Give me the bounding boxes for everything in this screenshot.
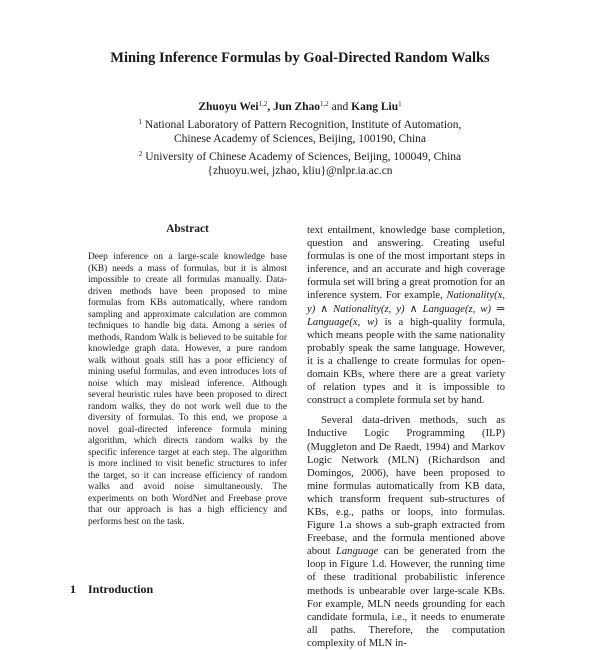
body-paragraph: text entailment, knowledge base completion, question and answering. Creating useful formulas is one of the most important steps in inference, and an accurate and high coverage formula set will bring a great promotion for an inference system. For example, Nationality(x, y) ∧ Nationality(z, y) ∧ Language(z, w) ⇒ Language(x, w) is a high-quality formula, which means people with the same nationality probably speak the same language. However, it is a challenge to create formulas for open-domain KBs, where there are a great variety of relation types and it is impossible to construct a complete formula set by hand. bbox=[307, 225, 505, 407]
author-conjunction: and bbox=[331, 101, 349, 113]
section-title: Introduction bbox=[88, 582, 154, 596]
author-affiliation-mark: 1 bbox=[398, 100, 402, 108]
inline-term: Language bbox=[335, 546, 379, 558]
affiliation-mark: 2 bbox=[138, 149, 143, 158]
affiliation-mark: 1 bbox=[138, 117, 143, 126]
paper-title: Mining Inference Formulas by Goal-Directed Random Walks bbox=[110, 50, 490, 66]
affiliation-1-line-2: Chinese Academy of Sciences, Beijing, 100190, China bbox=[174, 133, 426, 146]
author-name: Zhuoyu Wei bbox=[198, 101, 259, 113]
author-affiliation-mark: 1,2 bbox=[320, 100, 329, 108]
author-names: Zhuoyu Wei$^{1,2}$, Jun Zhao$^{1,2}$ and Kang Liu$^1$ bbox=[198, 100, 402, 113]
affiliation-2: $^2$ University of Chinese Academy of Sciences, Beijing, 100049, China bbox=[138, 149, 462, 163]
section-number: 1 bbox=[70, 582, 76, 596]
author-name: Jun Zhao bbox=[273, 101, 321, 113]
author-name: Kang Liu bbox=[351, 101, 399, 113]
section-heading bbox=[70, 582, 153, 597]
author-block bbox=[0, 97, 600, 179]
inline-formula: Nationality(x, y) ∧ Nationality(z, y) ∧ Language(z, w) ⇒ Language(x, w) bbox=[307, 290, 505, 328]
abstract-text: Deep inference on a large-scale knowledge base (KB) needs a mass of formulas, but it is almost impossible to create all formulas manually. Data-driven methods have been proposed to mine formulas from KBs automatically, where random sampling and approximate calculation are common techniques to handle big data. Among a series of methods, Random Walk is believed to be suitable for knowledge graph data. However, a pure random walk without goals still has a poor efficiency of mining useful formulas, and even introduces lots of noise which may mislead inference. Although several heuristic rules have been proposed to direct random walks, they do not work well due to the diversity of formulas. To this end, we propose a novel goal-directed inference formula mining algorithm, which directs random walks by the specific inference target at each step. The algorithm is more inclined to visit benefic structures to infer the target, so it can increase efficiency of random walks and avoid noise simultaneously. The experiments on both WordNet and Freebase prove that our approach is has a high efficiency and performs best on the task. bbox=[88, 252, 287, 527]
author-affiliation-mark: 1,2 bbox=[258, 100, 268, 108]
abstract-heading: Abstract bbox=[166, 223, 209, 235]
author-emails: {zhuoyu.wei, jzhao, kliu}@nlpr.ia.ac.cn bbox=[207, 165, 393, 178]
affiliation-1: $^1$ National Laboratory of Pattern Recognition, Institute of Automation, bbox=[138, 117, 462, 131]
body-paragraph: Several data-driven methods, such as Inductive Logic Programming (ILP) (Muggleton and De Raedt, 1994) and Markov Logic Network (MLN) (Richardson and Domingos, 2006), have been proposed to mine formulas automatically from KB data, which transform frequent sub-structures of KBs, e.g., paths or loops, into formulas. Figure 1.a shows a sub-graph extracted from Freebase, and the formula mentioned above about Language can be generated from the loop in Figure 1.d. However, the running time of these traditional probabilistic inference methods is unbearable over large-scale KBs. For example, MLN needs grounding for each candidate formula, i.e., it needs to enumerate all paths. Therefore, the computation complexity of MLN in- bbox=[307, 415, 505, 649]
body-text-right-column bbox=[307, 224, 505, 650]
